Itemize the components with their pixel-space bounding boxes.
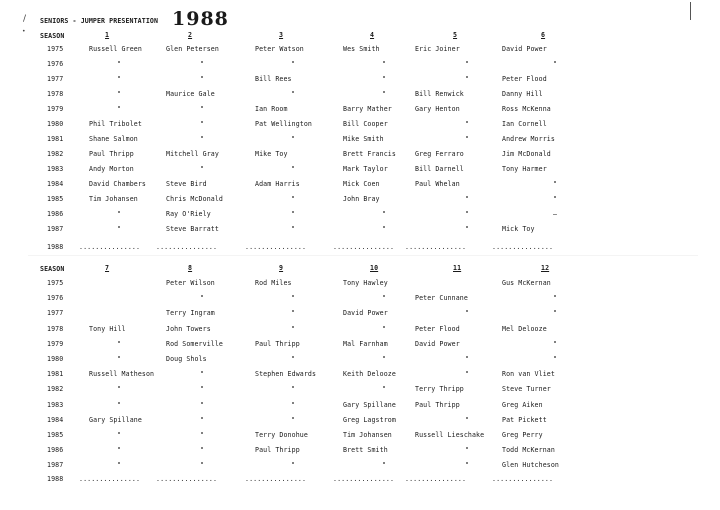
margin-dot: • <box>22 28 26 35</box>
margin-pen-mark <box>690 2 691 20</box>
table-cell: Paul Thripp <box>415 400 460 409</box>
table-cell: " <box>200 135 205 143</box>
table-cell: Glen Hutcheson <box>502 461 559 470</box>
table-cell: " <box>465 461 470 470</box>
row-year: 1979 <box>47 105 64 113</box>
bottom-column-number: 7 <box>105 264 110 272</box>
table-cell: Danny Hill <box>502 90 543 98</box>
table-cell: " <box>117 339 122 348</box>
table-cell: " <box>291 195 296 203</box>
table-cell: " <box>291 385 296 394</box>
table-cell: Paul Thripp <box>255 339 300 348</box>
bottom-column-number: 12 <box>541 264 550 272</box>
blank-fill-line: ............... <box>405 243 467 251</box>
table-cell: Peter Watson <box>255 45 304 53</box>
blank-fill-line: ............... <box>156 243 218 251</box>
table-cell: Tim Johansen <box>343 431 392 439</box>
table-cell: " <box>200 294 205 303</box>
table-cell: " <box>200 461 205 470</box>
table-cell: Russell Green <box>89 45 142 53</box>
table-cell: " <box>117 105 122 113</box>
table-cell: " <box>291 400 296 409</box>
table-cell: Jim McDonald <box>502 150 551 158</box>
table-cell: " <box>200 431 205 439</box>
table-cell: " <box>465 225 470 233</box>
row-year: 1979 <box>47 339 64 348</box>
table-cell: Mitchell Gray <box>166 150 219 158</box>
table-cell: Barry Mather <box>343 105 392 113</box>
table-cell: Mike Toy <box>255 150 288 158</box>
table-cell: " <box>291 415 296 424</box>
table-cell: Peter Flood <box>502 75 547 83</box>
table-cell: " <box>382 385 387 394</box>
table-cell: Bill Cooper <box>343 120 388 128</box>
table-cell: " <box>553 60 558 68</box>
blank-fill-line: ............... <box>245 243 307 251</box>
table-cell: " <box>117 385 122 394</box>
blank-row-year: 1988 <box>47 243 64 251</box>
table-cell: " <box>291 90 296 98</box>
table-cell: Terry Donohue <box>255 431 308 439</box>
table-cell: " <box>291 355 296 363</box>
row-year: 1982 <box>47 385 64 394</box>
table-cell: David Power <box>502 45 547 53</box>
row-year: 1986 <box>47 446 64 455</box>
row-year: 1977 <box>47 309 64 318</box>
row-year: 1985 <box>47 195 64 203</box>
row-year: 1983 <box>47 165 64 173</box>
document-title: SENIORS - JUMPER PRESENTATION <box>40 17 159 25</box>
table-cell: " <box>200 75 205 83</box>
table-cell: " <box>291 324 296 333</box>
table-cell: Bill Rees <box>255 75 292 83</box>
row-year: 1980 <box>47 120 64 128</box>
table-cell: " <box>117 210 122 218</box>
blank-fill-line: ............... <box>156 475 218 483</box>
table-cell: Russell Matheson <box>89 370 155 379</box>
table-cell: Paul Thripp <box>89 150 134 158</box>
table-cell: " <box>382 60 387 68</box>
table-cell: Shane Salmon <box>89 135 138 143</box>
table-cell: Brett Francis <box>343 150 396 158</box>
table-cell: " <box>200 120 205 128</box>
table-cell: Bill Darnell <box>415 165 464 173</box>
table-cell: Ron van Vliet <box>502 370 555 379</box>
table-cell: " <box>200 446 205 455</box>
table-cell: " <box>553 195 558 203</box>
top-column-number: 6 <box>541 31 546 39</box>
table-cell: " <box>200 415 205 424</box>
table-cell: " <box>382 324 387 333</box>
table-cell: Peter Cunnane <box>415 294 468 303</box>
table-cell: Gary Henton <box>415 105 460 113</box>
table-cell: " <box>553 294 558 303</box>
table-cell: " <box>117 400 122 409</box>
table-cell: Pat Pickett <box>502 415 547 424</box>
table-cell: " <box>200 105 205 113</box>
blank-fill-line: ............... <box>492 475 554 483</box>
table-cell: " <box>117 60 122 68</box>
table-cell: Mal Farnham <box>343 339 388 348</box>
table-cell: Keith Delooze <box>343 370 396 379</box>
table-cell: Ian Cornell <box>502 120 547 128</box>
table-cell: " <box>200 385 205 394</box>
row-year: 1975 <box>47 279 64 287</box>
table-cell: " <box>117 355 122 363</box>
table-cell: Ray O'Riely <box>166 210 211 218</box>
row-year: 1975 <box>47 45 64 53</box>
row-year: 1978 <box>47 324 64 333</box>
row-year: 1980 <box>47 355 64 363</box>
table-cell: " <box>465 135 470 143</box>
table-cell: " <box>465 210 470 218</box>
table-cell: Phil Tribolet <box>89 120 142 128</box>
table-cell: " <box>465 60 470 68</box>
bottom-column-number: 8 <box>188 264 193 272</box>
table-cell: " <box>382 90 387 98</box>
table-cell: " <box>382 210 387 218</box>
table-cell: Ross McKenna <box>502 105 551 113</box>
table-cell: Greg Perry <box>502 431 543 439</box>
row-year: 1982 <box>47 150 64 158</box>
table-cell: " <box>465 309 470 318</box>
table-cell: " <box>382 355 387 363</box>
row-year: 1984 <box>47 415 64 424</box>
table-cell: Andrew Morris <box>502 135 555 143</box>
bottom-column-number: 10 <box>370 264 379 272</box>
table-cell: " <box>291 294 296 303</box>
table-cell: " <box>117 461 122 470</box>
table-cell: " <box>291 309 296 318</box>
table-cell: " <box>465 120 470 128</box>
row-year: 1983 <box>47 400 64 409</box>
table-cell: " <box>382 461 387 470</box>
table-cell: Mark Taylor <box>343 165 388 173</box>
table-cell: Andy Morton <box>89 165 134 173</box>
table-cell: " <box>200 60 205 68</box>
table-cell: " <box>200 400 205 409</box>
table-cell: Mick Toy <box>502 225 535 233</box>
row-year: 1987 <box>47 461 64 470</box>
table-cell: Greg Lagstrom <box>343 415 396 424</box>
table-cell: Mel Delooze <box>502 324 547 333</box>
table-cell: John Bray <box>343 195 380 203</box>
top-column-number: 3 <box>279 31 284 39</box>
top-season-label: SEASON <box>40 32 65 40</box>
table-cell: Terry Thripp <box>415 385 464 394</box>
table-cell: Greg Aiken <box>502 400 543 409</box>
table-cell: Pat Wellington <box>255 120 312 128</box>
table-cell: Ian Room <box>255 105 288 113</box>
row-year: 1981 <box>47 135 64 143</box>
row-year: 1978 <box>47 90 64 98</box>
row-year: 1976 <box>47 60 64 68</box>
bottom-column-number: 11 <box>453 264 462 272</box>
table-cell: Russell Lieschake <box>415 431 485 439</box>
table-cell: " <box>465 415 470 424</box>
table-cell: Gus McKernan <box>502 279 551 287</box>
table-cell: Doug Shols <box>166 355 207 363</box>
table-cell: – <box>553 210 558 218</box>
section-divider <box>28 255 698 256</box>
table-cell: Steve Bird <box>166 180 207 188</box>
table-cell: Stephen Edwards <box>255 370 317 379</box>
table-cell: Gary Spillane <box>89 415 142 424</box>
table-cell: " <box>291 225 296 233</box>
table-cell: Gary Spillane <box>343 400 396 409</box>
table-cell: " <box>291 461 296 470</box>
table-cell: " <box>117 225 122 233</box>
table-cell: " <box>553 355 558 363</box>
table-cell: " <box>291 165 296 173</box>
blank-fill-line: ............... <box>405 475 467 483</box>
table-cell: Tony Hill <box>89 324 126 333</box>
table-cell: " <box>382 225 387 233</box>
table-cell: Paul Thripp <box>255 446 300 455</box>
table-cell: Steve Turner <box>502 385 551 394</box>
bottom-season-label: SEASON <box>40 265 65 273</box>
row-year: 1981 <box>47 370 64 379</box>
table-cell: " <box>553 180 558 188</box>
table-cell: Steve Barratt <box>166 225 219 233</box>
table-cell: Brett Smith <box>343 446 388 455</box>
table-cell: David Chambers <box>89 180 146 188</box>
table-cell: Tony Hawley <box>343 279 388 287</box>
table-cell: Greg Ferraro <box>415 150 464 158</box>
blank-fill-line: ............... <box>79 475 141 483</box>
table-cell: Tony Harmer <box>502 165 547 173</box>
table-cell: " <box>465 446 470 455</box>
table-cell: Maurice Gale <box>166 90 215 98</box>
blank-row-year: 1988 <box>47 475 64 483</box>
table-cell: " <box>382 294 387 303</box>
row-year: 1976 <box>47 294 64 303</box>
table-cell: Todd McKernan <box>502 446 555 455</box>
blank-fill-line: ............... <box>79 243 141 251</box>
table-cell: " <box>117 90 122 98</box>
table-cell: Glen Petersen <box>166 45 219 53</box>
blank-fill-line: ............... <box>333 475 395 483</box>
table-cell: " <box>291 210 296 218</box>
table-cell: Tim Johansen <box>89 195 138 203</box>
table-cell: " <box>291 60 296 68</box>
table-cell: Rod Somerville <box>166 339 223 348</box>
handwritten-year: 1988 <box>172 8 229 30</box>
table-cell: Eric Joiner <box>415 45 460 53</box>
table-cell: " <box>553 339 558 348</box>
row-year: 1985 <box>47 431 64 439</box>
blank-fill-line: ............... <box>333 243 395 251</box>
table-cell: " <box>200 165 205 173</box>
table-cell: Mick Coen <box>343 180 380 188</box>
table-cell: Paul Whelan <box>415 180 460 188</box>
top-column-number: 5 <box>453 31 458 39</box>
table-cell: Wes Smith <box>343 45 380 53</box>
table-cell: " <box>382 75 387 83</box>
table-cell: David Power <box>415 339 460 348</box>
table-cell: David Power <box>343 309 388 318</box>
top-column-number: 4 <box>370 31 375 39</box>
top-column-number: 2 <box>188 31 193 39</box>
blank-fill-line: ............... <box>492 243 554 251</box>
table-cell: Peter Flood <box>415 324 460 333</box>
table-cell: " <box>117 75 122 83</box>
table-cell: " <box>117 431 122 439</box>
row-year: 1984 <box>47 180 64 188</box>
table-cell: " <box>117 446 122 455</box>
table-cell: " <box>553 309 558 318</box>
row-year: 1986 <box>47 210 64 218</box>
top-column-number: 1 <box>105 31 110 39</box>
table-cell: Bill Renwick <box>415 90 464 98</box>
table-cell: " <box>465 370 470 379</box>
table-cell: " <box>200 370 205 379</box>
table-cell: Chris McDonald <box>166 195 223 203</box>
blank-fill-line: ............... <box>245 475 307 483</box>
table-cell: John Towers <box>166 324 211 333</box>
table-cell: " <box>291 135 296 143</box>
table-cell: " <box>465 75 470 83</box>
margin-mark: / <box>23 14 27 24</box>
bottom-column-number: 9 <box>279 264 284 272</box>
table-cell: " <box>465 355 470 363</box>
row-year: 1977 <box>47 75 64 83</box>
table-cell: Rod Miles <box>255 279 292 287</box>
table-cell: Peter Wilson <box>166 279 215 287</box>
table-cell: Adam Harris <box>255 180 300 188</box>
table-cell: " <box>465 195 470 203</box>
table-cell: Terry Ingram <box>166 309 215 318</box>
table-cell: Mike Smith <box>343 135 384 143</box>
row-year: 1987 <box>47 225 64 233</box>
